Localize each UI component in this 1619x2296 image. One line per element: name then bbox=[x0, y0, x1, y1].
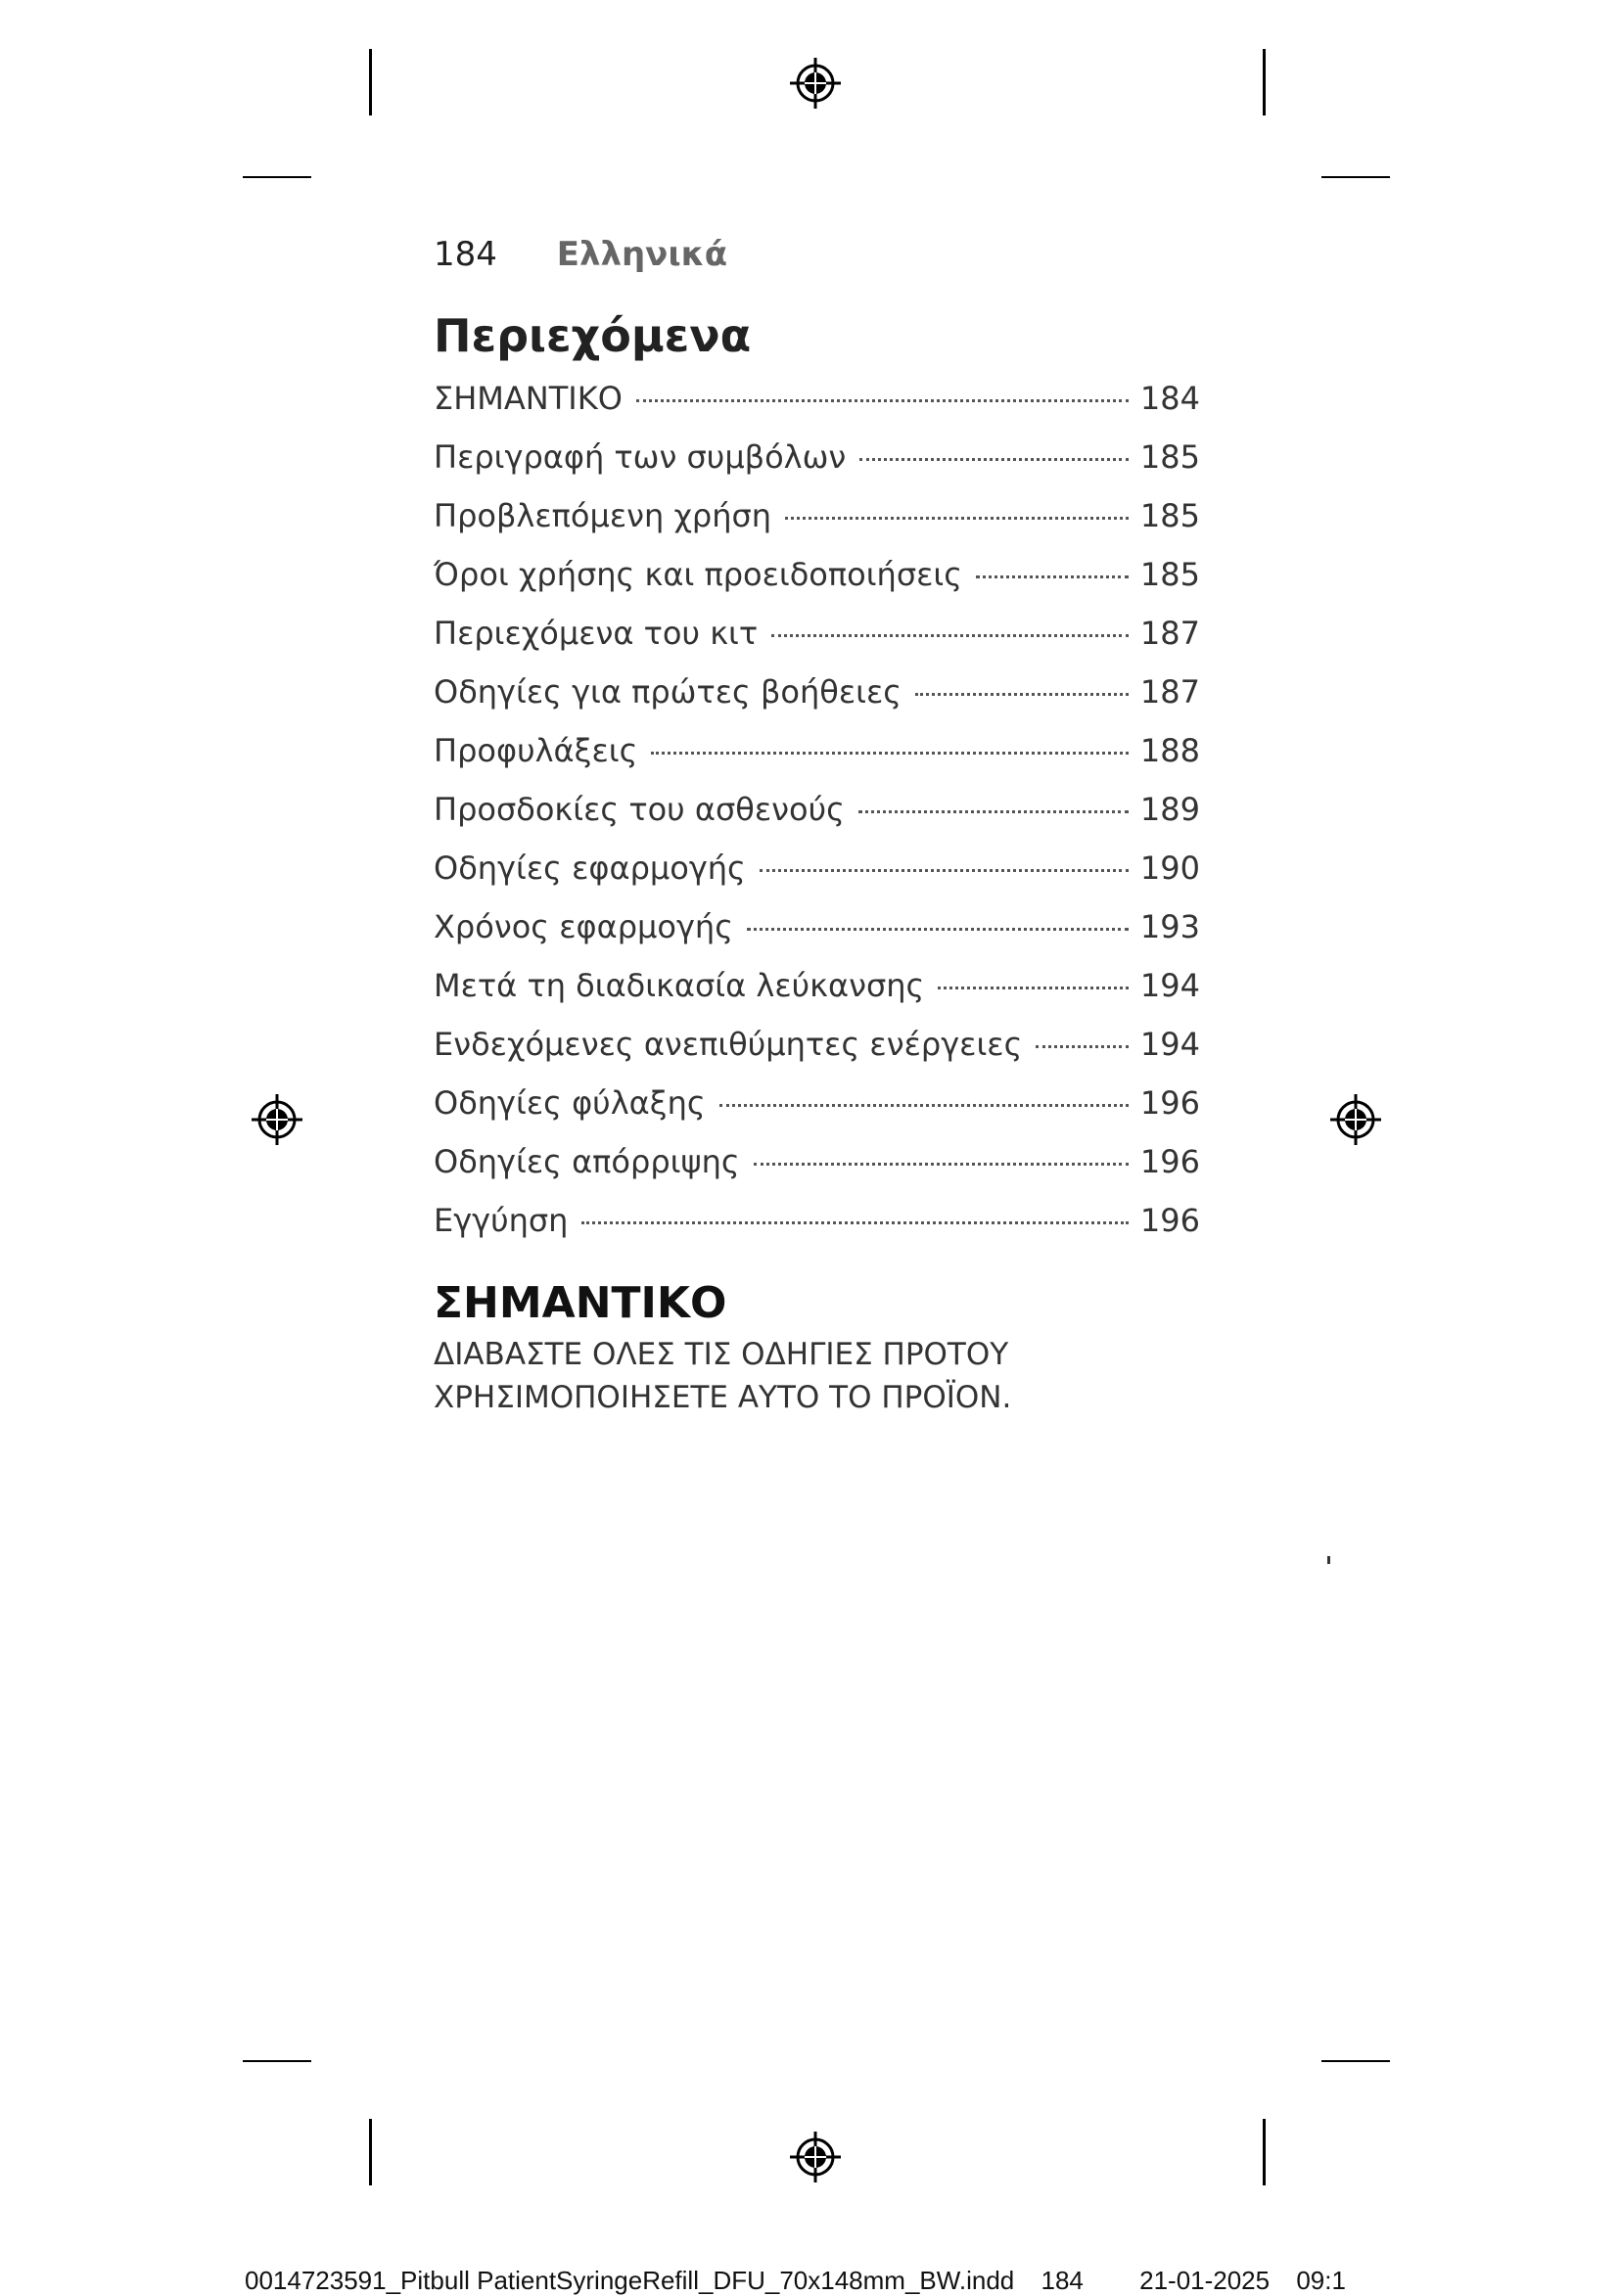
crop-mark-top-left-h bbox=[243, 176, 311, 178]
toc-leader-dots bbox=[719, 1104, 1129, 1107]
toc-entry-label: Προβλεπόμενη χρήση bbox=[434, 497, 772, 534]
toc-entry-page: 187 bbox=[1139, 673, 1200, 711]
toc-entry bbox=[434, 556, 1200, 615]
toc-leader-dots bbox=[636, 399, 1129, 402]
crop-mark-bottom-right bbox=[1263, 2119, 1266, 2185]
stray-mark bbox=[1327, 1556, 1330, 1564]
crop-mark-top-left bbox=[369, 49, 372, 115]
toc-entry bbox=[434, 1143, 1200, 1202]
toc-leader-dots bbox=[651, 752, 1129, 755]
toc-entry bbox=[434, 497, 1200, 556]
important-notice bbox=[434, 1333, 1119, 1419]
toc-entry bbox=[434, 732, 1200, 791]
toc-entry-label: Εγγύηση bbox=[434, 1202, 569, 1239]
toc-leader-dots bbox=[1036, 1045, 1129, 1048]
important-line: ΔΙΑΒΑΣΤΕ ΟΛΕΣ ΤΙΣ ΟΔΗΓΙΕΣ ΠΡΟΤΟΥ bbox=[434, 1337, 1009, 1372]
toc-entry-page: 196 bbox=[1139, 1143, 1200, 1180]
toc-entry-label: Ενδεχόμενες ανεπιθύμητες ενέργειες bbox=[434, 1026, 1023, 1063]
slug-filename: 0014723591_Pitbull PatientSyringeRefill_DFU_70x148mm_BW.indd bbox=[245, 2266, 1015, 2295]
toc-entry-page: 185 bbox=[1139, 438, 1200, 476]
toc-entry bbox=[434, 850, 1200, 908]
toc-entry bbox=[434, 1202, 1200, 1261]
toc-entry-label: Περιεχόμενα του κιτ bbox=[434, 615, 759, 652]
crop-mark-top-right-h bbox=[1321, 176, 1390, 178]
toc-leader-dots bbox=[754, 1163, 1129, 1166]
toc-entry-page: 194 bbox=[1139, 967, 1200, 1004]
toc-leader-dots bbox=[760, 869, 1129, 872]
slug-line bbox=[245, 2266, 1365, 2296]
toc-leader-dots bbox=[938, 987, 1129, 989]
crop-mark-bottom-left-h bbox=[243, 2060, 311, 2062]
toc-entry-page: 187 bbox=[1139, 615, 1200, 652]
toc-entry-page: 189 bbox=[1139, 791, 1200, 828]
table-of-contents bbox=[434, 380, 1200, 1261]
toc-entry bbox=[434, 438, 1200, 497]
toc-entry-label: Οδηγίες εφαρμογής bbox=[434, 850, 746, 887]
registration-mark-icon bbox=[788, 2130, 843, 2184]
toc-entry bbox=[434, 791, 1200, 850]
toc-entry bbox=[434, 673, 1200, 732]
slug-page: 184 bbox=[1041, 2266, 1084, 2295]
crop-mark-top-right bbox=[1263, 49, 1266, 115]
toc-entry-label: Μετά τη διαδικασία λεύκανσης bbox=[434, 967, 925, 1004]
toc-leader-dots bbox=[581, 1221, 1128, 1224]
toc-leader-dots bbox=[747, 928, 1129, 931]
toc-entry-label: Προσδοκίες του ασθενούς bbox=[434, 791, 845, 828]
toc-leader-dots bbox=[858, 810, 1129, 813]
toc-entry-label: ΣΗΜΑΝΤΙΚΟ bbox=[434, 380, 623, 417]
toc-entry-label: Προφυλάξεις bbox=[434, 732, 638, 769]
toc-leader-dots bbox=[785, 517, 1129, 520]
registration-mark-icon bbox=[1328, 1092, 1383, 1147]
toc-leader-dots bbox=[976, 575, 1129, 578]
toc-entry-page: 185 bbox=[1139, 497, 1200, 534]
toc-entry-page: 196 bbox=[1139, 1084, 1200, 1122]
registration-mark-icon bbox=[788, 56, 843, 111]
toc-entry-page: 188 bbox=[1139, 732, 1200, 769]
toc-entry-label: Οδηγίες για πρώτες βοήθειες bbox=[434, 673, 902, 711]
toc-entry-page: 190 bbox=[1139, 850, 1200, 887]
toc-leader-dots bbox=[859, 458, 1129, 461]
crop-mark-bottom-right-h bbox=[1321, 2060, 1390, 2062]
toc-entry-page: 184 bbox=[1139, 380, 1200, 417]
toc-entry-page: 185 bbox=[1139, 556, 1200, 593]
slug-date: 21-01-2025 bbox=[1139, 2266, 1271, 2295]
slug-time: 09:1 bbox=[1296, 2266, 1346, 2295]
toc-leader-dots bbox=[771, 634, 1129, 637]
toc-title: Περιεχόμενα bbox=[434, 309, 752, 362]
toc-entry-label: Οδηγίες απόρριψης bbox=[434, 1143, 740, 1180]
toc-entry-page: 193 bbox=[1139, 908, 1200, 945]
toc-entry-label: Περιγραφή των συμβόλων bbox=[434, 438, 847, 476]
toc-entry-label: Όροι χρήσης και προειδοποιήσεις bbox=[434, 556, 963, 593]
crop-mark-bottom-left bbox=[369, 2119, 372, 2185]
important-line: ΧΡΗΣΙΜΟΠΟΙΗΣΕΤΕ ΑΥΤΟ ΤΟ ΠΡΟΪΟΝ. bbox=[434, 1380, 1012, 1415]
page-number: 184 bbox=[434, 235, 497, 274]
registration-mark-icon bbox=[250, 1092, 304, 1147]
toc-entry bbox=[434, 1026, 1200, 1084]
toc-entry bbox=[434, 967, 1200, 1026]
toc-entry bbox=[434, 380, 1200, 438]
toc-entry-label: Οδηγίες φύλαξης bbox=[434, 1084, 706, 1122]
toc-entry-page: 196 bbox=[1139, 1202, 1200, 1239]
toc-leader-dots bbox=[915, 693, 1129, 696]
running-header bbox=[434, 235, 727, 274]
language-label: Ελληνικά bbox=[556, 235, 728, 274]
toc-entry bbox=[434, 1084, 1200, 1143]
important-heading: ΣΗΜΑΝΤΙΚΟ bbox=[434, 1278, 727, 1328]
toc-entry-label: Χρόνος εφαρμογής bbox=[434, 908, 733, 945]
toc-entry bbox=[434, 615, 1200, 673]
toc-entry-page: 194 bbox=[1139, 1026, 1200, 1063]
toc-entry bbox=[434, 908, 1200, 967]
